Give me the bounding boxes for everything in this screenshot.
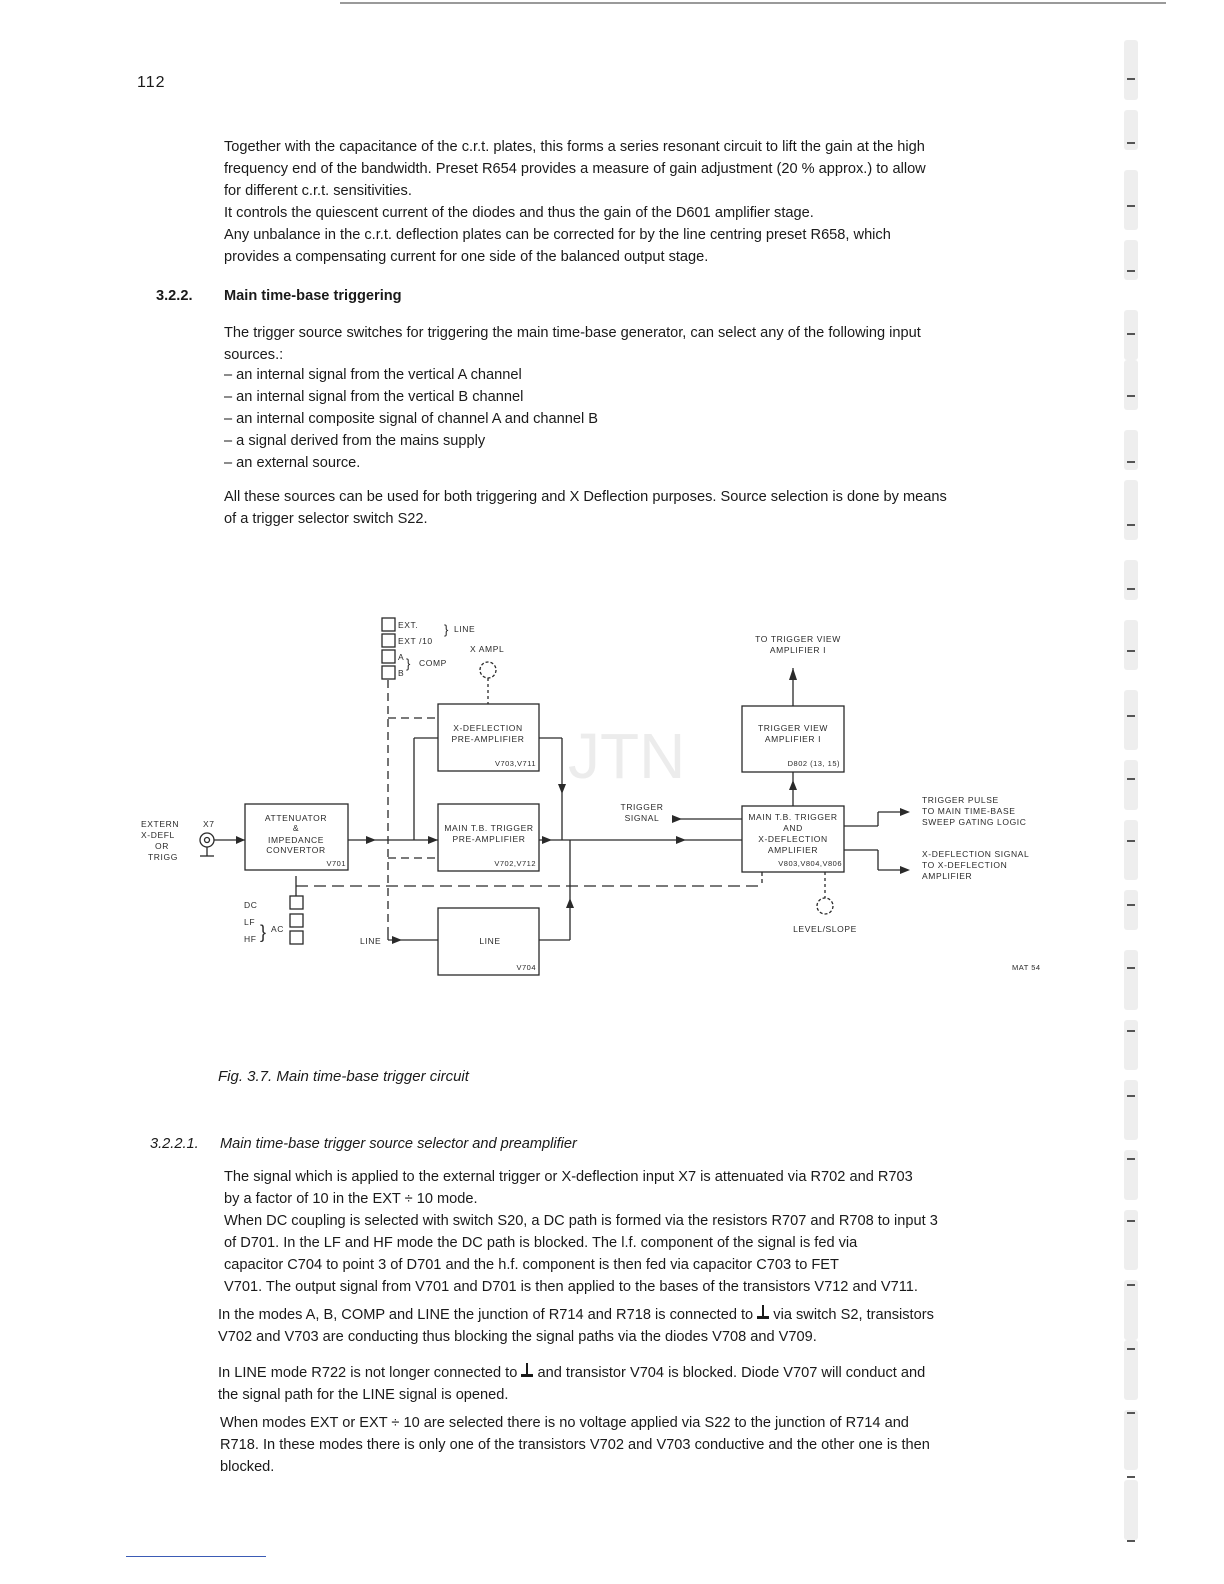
text-line: of a trigger selector switch S22. — [224, 511, 428, 527]
subsection-paragraph — [218, 1304, 1058, 1348]
svg-text:}: } — [444, 622, 449, 637]
extern-label: EXTERN — [141, 819, 180, 829]
subsection-title: Main time-base trigger source selector and preamplifier — [220, 1136, 577, 1152]
svg-text:}: } — [406, 656, 411, 671]
text-line: The signal which is applied to the external trigger or X-deflection input X7 is attenuated via R702 and R703 — [224, 1169, 913, 1185]
text-line: frequency end of the bandwidth. Preset R654 provides a measure of gain adjustment (20 % approx.) to allow — [224, 161, 926, 177]
coupling-lf-label: LF — [244, 917, 256, 927]
text-line: the signal path for the LINE signal is opened. — [218, 1387, 509, 1403]
text-line: for different c.r.t. sensitivities. — [224, 183, 412, 199]
page-number: 112 — [137, 74, 166, 91]
figure-caption: Fig. 3.7. Main time-base trigger circuit — [218, 1068, 469, 1085]
text-span: via switch S2, transistors — [773, 1307, 934, 1323]
x-ampl-pot — [480, 662, 496, 678]
line-block-ref: V704 — [516, 963, 536, 972]
page-top-rule — [340, 2, 1166, 4]
main-tb-preamp-label: MAIN T.B. TRIGGER — [444, 823, 534, 833]
text-line — [218, 1362, 1054, 1384]
extern-label: X-DEFL — [141, 830, 175, 840]
xdefl-signal-label: AMPLIFIER — [922, 871, 973, 881]
switch-ext-label: EXT. — [398, 620, 419, 630]
level-slope-label: LEVEL/SLOPE — [793, 924, 857, 934]
xdefl-preamp-label: X-DEFLECTION — [453, 723, 523, 733]
subsection-paragraph — [218, 1362, 1054, 1406]
text-span: In LINE mode R722 is not longer connected to — [218, 1365, 518, 1381]
switch-b — [382, 666, 395, 679]
trigger-view-label: AMPLIFIER I — [764, 734, 822, 744]
switch-dc — [290, 896, 303, 909]
text-line: blocked. — [220, 1459, 275, 1475]
trigger-view-block — [742, 706, 844, 772]
switch-hf — [290, 931, 303, 944]
main-tb-trigger-block — [742, 806, 844, 872]
text-line: of D701. In the LF and HF mode the DC path is blocked. The l.f. component of the signal is fed via — [224, 1235, 858, 1251]
switch-ext10 — [382, 634, 395, 647]
intro-paragraph — [224, 136, 1054, 268]
list-item: – an internal composite signal of channel A and channel B — [224, 411, 599, 427]
list-item: – an external source. — [224, 455, 361, 471]
level-slope-pot — [817, 898, 833, 914]
subsection-paragraph — [220, 1412, 1050, 1478]
text-line: When modes EXT or EXT ÷ 10 are selected there is no voltage applied via S22 to the junction of R714 and — [220, 1415, 909, 1431]
list-item: – a signal derived from the mains supply — [224, 433, 486, 449]
x-ampl-label: X AMPL — [470, 644, 505, 654]
main-tb-preamp-block — [438, 804, 539, 871]
source-list — [224, 364, 598, 474]
text-line: capacitor C704 to point 3 of D701 and the h.f. component is then fed via capacitor C703 to FET — [224, 1257, 839, 1273]
trigger-view-out-label: AMPLIFIER I — [769, 645, 827, 655]
ground-icon — [521, 1363, 533, 1378]
text-line — [218, 1304, 1058, 1326]
main-tb-trigger-label: MAIN T.B. TRIGGER — [748, 812, 838, 822]
text-span: and transistor V704 is blocked. Diode V707 will conduct and — [537, 1365, 926, 1381]
extern-label: OR — [155, 841, 169, 851]
switch-ext10-label: EXT /10 — [398, 636, 433, 646]
text-line: When DC coupling is selected with switch S20, a DC path is formed via the resistors R707 and R708 to input 3 — [224, 1213, 938, 1229]
figure-code: MAT 54 — [1012, 963, 1041, 972]
text-line: The trigger source switches for triggering the main time-base generator, can select any of the following input — [224, 325, 921, 341]
section-paragraph — [224, 486, 1054, 530]
text-span: In the modes A, B, COMP and LINE the junction of R714 and R718 is connected to — [218, 1307, 754, 1323]
attenuator-label: CONVERTOR — [266, 845, 326, 855]
switch-ext — [382, 618, 395, 631]
text-line: sources.: — [224, 347, 284, 363]
main-tb-trigger-label: X-DEFLECTION — [758, 834, 828, 844]
scan-margin — [1124, 40, 1142, 1560]
text-line: by a factor of 10 in the EXT ÷ 10 mode. — [224, 1191, 478, 1207]
text-line: Any unbalance in the c.r.t. deflection plates can be corrected for by the line centring preset R658, which — [224, 227, 891, 243]
ground-icon — [757, 1305, 769, 1320]
xdefl-ref: V703,V711 — [494, 759, 536, 768]
xdefl-signal-label: X-DEFLECTION SIGNAL — [922, 849, 1030, 859]
attenuator-label: ATTENUATOR — [264, 813, 328, 823]
attenuator-label: IMPEDANCE — [268, 835, 324, 845]
coupling-dc-label: DC — [244, 900, 258, 910]
attenuator-label: & — [292, 823, 300, 833]
line-block — [438, 908, 539, 975]
trigger-signal-label: SIGNAL — [624, 813, 660, 823]
main-tb-preamp-label: PRE-AMPLIFIER — [452, 834, 526, 844]
subsection-number: 3.2.2.1. — [150, 1136, 199, 1152]
attenuator-block — [245, 804, 348, 870]
main-tb-trigger-label: AMPLIFIER — [767, 845, 819, 855]
switch-lf — [290, 914, 303, 927]
extern-label: TRIGG — [148, 852, 178, 862]
watermark: JTN — [568, 720, 686, 792]
x7-label: X7 — [203, 819, 215, 829]
text-line: V702 and V703 are conducting thus blocking the signal paths via the diodes V708 and V709. — [218, 1329, 817, 1345]
xdefl-preamp-block — [438, 704, 539, 771]
trigger-pulse-label: TO MAIN TIME-BASE — [922, 806, 1016, 816]
section-paragraph — [224, 322, 1054, 366]
bnc-connector — [200, 833, 214, 847]
switch-a — [382, 650, 395, 663]
ac-brace-label: AC — [271, 924, 285, 934]
svg-text:}: } — [260, 922, 267, 942]
line-brace-label: LINE — [454, 624, 476, 634]
main-tb-trigger-label: AND — [783, 823, 803, 833]
section-number: 3.2.2. — [156, 288, 193, 304]
section-title: Main time-base triggering — [224, 288, 402, 304]
switch-b-label: B — [398, 668, 405, 678]
trigger-view-out-label: TO TRIGGER VIEW — [755, 634, 841, 644]
list-item: – an internal signal from the vertical B channel — [224, 389, 524, 405]
text-line: provides a compensating current for one side of the balanced output stage. — [224, 249, 709, 265]
trigger-pulse-label: TRIGGER PULSE — [922, 795, 999, 805]
main-tb-trigger-ref: V803,V804,V806 — [778, 859, 842, 868]
footnote-rule — [126, 1556, 266, 1557]
xdefl-signal-label: TO X-DEFLECTION — [922, 860, 1008, 870]
comp-brace-label: COMP — [419, 658, 447, 668]
line-input-label: LINE — [360, 936, 382, 946]
line-block-label: LINE — [479, 936, 501, 946]
attenuator-ref: V701 — [326, 859, 346, 868]
text-line: R718. In these modes there is only one of the transistors V702 and V703 conductive and the other one is then — [220, 1437, 930, 1453]
trigger-pulse-label: SWEEP GATING LOGIC — [922, 817, 1027, 827]
text-line: Together with the capacitance of the c.r.t. plates, this forms a series resonant circuit to lift the gain at the high — [224, 139, 925, 155]
trigger-view-label: TRIGGER VIEW — [757, 723, 829, 733]
trigger-signal-label: TRIGGER — [620, 802, 664, 812]
text-line: All these sources can be used for both triggering and X Deflection purposes. Source selection is done by means — [224, 489, 947, 505]
list-item: – an internal signal from the vertical A channel — [224, 367, 522, 383]
trigger-view-ref: D802 (13, 15) — [787, 759, 840, 768]
coupling-hf-label: HF — [244, 934, 257, 944]
main-tb-preamp-ref: V702,V712 — [494, 859, 536, 868]
xdefl-preamp-label: PRE-AMPLIFIER — [451, 734, 525, 744]
text-line: V701. The output signal from V701 and D701 is then applied to the bases of the transistors V712 and V711. — [224, 1279, 918, 1295]
switch-a-label: A — [398, 652, 405, 662]
subsection-paragraph — [224, 1166, 1054, 1298]
text-line: It controls the quiescent current of the diodes and thus the gain of the D601 amplifier stage. — [224, 205, 814, 221]
